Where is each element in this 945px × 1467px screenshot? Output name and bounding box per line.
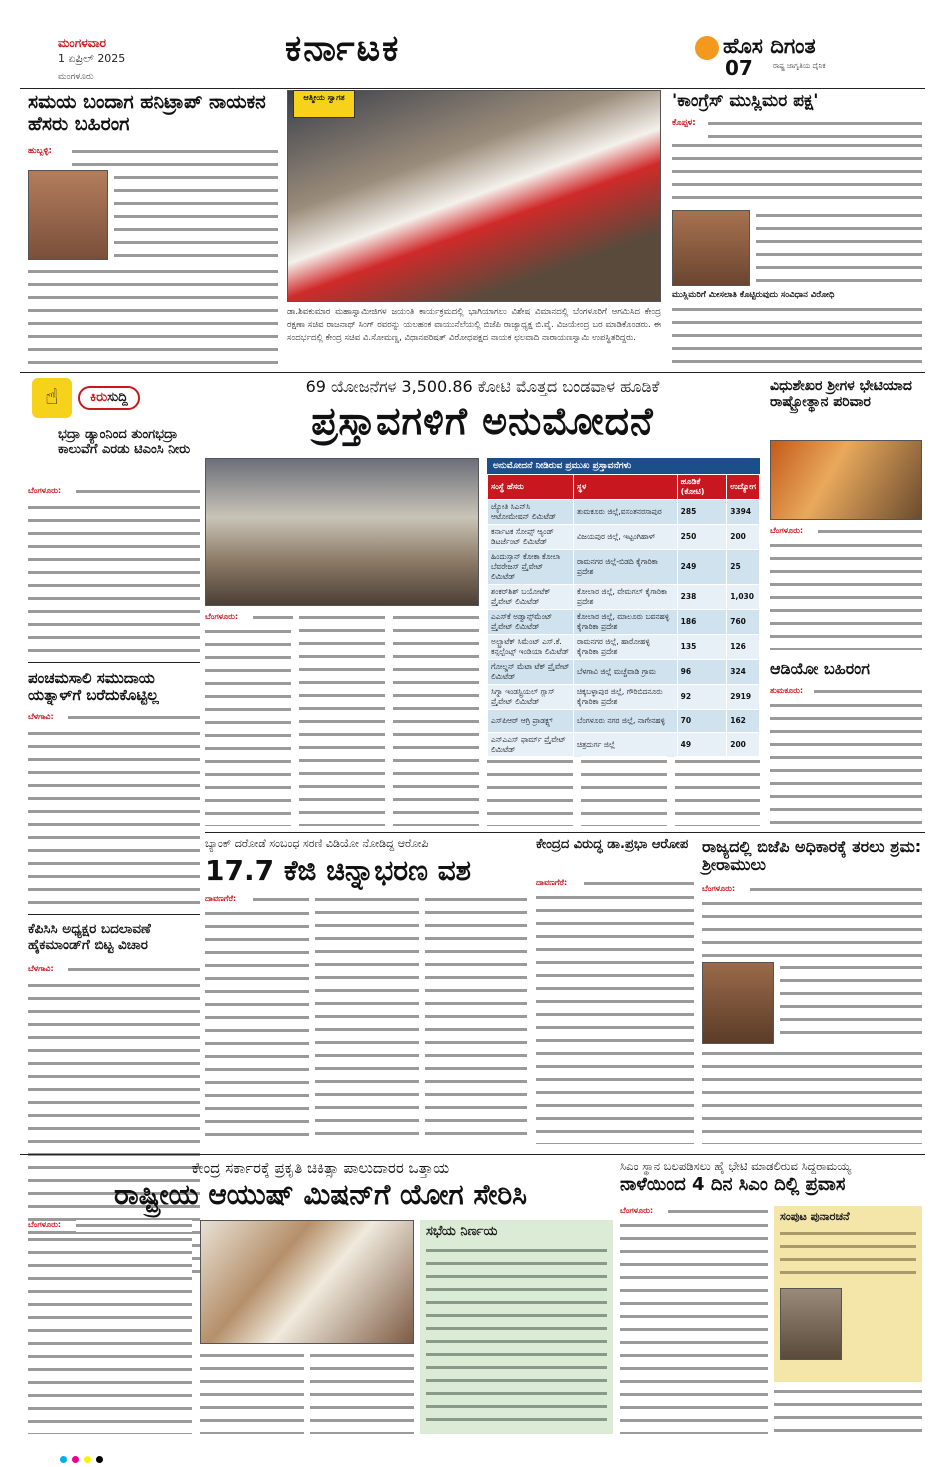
- body-text: [28, 728, 200, 904]
- headline: ಕೇಂದ್ರದ ವಿರುದ್ಧ ಡಾ.ಪ್ರಭಾ ಆರೋಪ: [536, 837, 689, 852]
- table-cell: 238: [677, 585, 727, 610]
- table-cell: ಅಲ್ಟ್ರಾಟೆಕ್ ಸಿಮೆಂಟ್ ಎಸ್.ಕೆ. ಕನ್ಸಲ್ಟೆಂಟ್ಸ್ ಇಂಡಿಯಾ ಲಿಮಿಟೆಡ್: [488, 635, 574, 660]
- kicker: ಬ್ಯಾಂಕ್ ದರೋಡೆ ಸಂಬಂಧ ಸರಣಿ ವಿಡಿಯೋ ನೋಡಿದ್ದ ಆರೋಪಿ: [205, 837, 429, 850]
- body-text: [299, 612, 385, 826]
- brief-headline: ಭದ್ರಾ ಡ್ಯಾಂನಿಂದ ತುಂಗಭದ್ರಾ ಕಾಲುವೆಗೆ ಎರಡು ಟಿಎಂಸಿ ನೀರು: [58, 427, 191, 457]
- story-honeytrap: [28, 92, 278, 367]
- table-cell: ಜ್ಯೋತಿ ಸಿಎನ್‌ಸಿ ಆಟೋಮೇಷನ್ ಲಿಮಿಟೆಡ್: [488, 500, 574, 525]
- finger-icon: ☝: [32, 378, 72, 418]
- headline: ಪ್ರಸ್ತಾವಗಳಿಗೆ ಅನುಮೋದನೆ: [311, 399, 654, 444]
- dateline: ದಾವಣಗೆರೆ:: [205, 894, 237, 903]
- meeting-photo: [205, 458, 479, 606]
- table-cell: ಬೆಂಗಳೂರು ನಗರ ಜಿಲ್ಲೆ, ನಾಗೇನಹಳ್ಳಿ: [573, 710, 677, 733]
- table-cell: ಎಎಸ್‌ಕೆ ಅಡ್ವಾನ್ಸ್‌ಮೆಂಟ್ ಪ್ರೈವೇಟ್ ಲಿಮಿಟೆಡ್: [488, 610, 574, 635]
- story-shivamogga: [770, 378, 922, 653]
- brief-item: [28, 428, 200, 658]
- body-text: [253, 612, 293, 624]
- dateline: ಬೆಂಗಳೂರು:: [205, 612, 239, 621]
- body-text: [750, 884, 922, 896]
- table-cell: ಗೋಲ್ಡನ್ ಮೆಟಾ ಟೆಕ್ ಪ್ರೈವೇಟ್ ಲಿಮಿಟೆಡ್: [488, 660, 574, 685]
- label-prefix: ಕಿರು: [90, 390, 108, 405]
- body-text: [818, 526, 922, 538]
- story-investment: [205, 378, 760, 828]
- cabinet-box: [774, 1206, 922, 1382]
- resolution-box: [420, 1220, 613, 1434]
- box-body: [780, 1228, 916, 1284]
- body-text: [770, 700, 922, 828]
- body-text: [672, 304, 922, 364]
- box-title: ಸಭೆಯ ನಿರ್ಣಯ: [426, 1224, 498, 1239]
- kicker: ಸಿಎಂ ಸ್ಥಾನ ಬಲಪಡಿಸಲು ಹೈ ಭೇಟಿ ಮಾಡಲಿರುವ ಸಿದ್ದರಾಮಯ್ಯ: [620, 1159, 852, 1173]
- table-cell: ಬೆಳಗಾವಿ ಜಿಲ್ಲೆ ಮಚ್ಚೆವಾಡಿ ಗ್ರಾಮ: [573, 660, 677, 685]
- table-cell: 96: [677, 660, 727, 685]
- brief-dateline: ಬೆಳಗಾವಿ:: [28, 712, 54, 721]
- brief-dateline: ಬೆಂಗಳೂರು:: [28, 486, 62, 495]
- headline: 'ಕಾಂಗ್ರೆಸ್ ಮುಸ್ಲಿಮರ ಪಕ್ಷ': [672, 91, 819, 111]
- table-cell: ಚಿತ್ರದುರ್ಗ ಜಿಲ್ಲೆ: [573, 733, 677, 758]
- body-text: [310, 1350, 414, 1434]
- table-cell: ಕೋಲಾರ ಜಿಲ್ಲೆ, ವೇಮಗಲ್ ಕೈಗಾರಿಕಾ ಪ್ರದೇಶ: [573, 585, 677, 610]
- table-body: [488, 500, 760, 758]
- event-photo: [200, 1220, 414, 1344]
- masthead-location: ಮಂಗಳೂರು: [58, 72, 94, 82]
- table-row: [488, 550, 760, 585]
- dateline: ಬೆಂಗಳೂರು:: [702, 884, 736, 893]
- table-row: [488, 733, 760, 758]
- page-number: 07: [725, 56, 753, 80]
- event-photo: [770, 440, 922, 520]
- table-cell: 250: [677, 525, 727, 550]
- table-cell: ಕೋಲಾರ ಜಿಲ್ಲೆ, ಮಾಲೂರು ಬವನಹಳ್ಳಿ ಕೈಗಾರಿಕಾ ಪ್ರದೇಶ: [573, 610, 677, 635]
- body-text: [68, 964, 200, 978]
- dateline: ಹುಬ್ಬಳ್ಳಿ:: [28, 146, 52, 156]
- dateline: ದಾವಣಗೆರೆ:: [536, 878, 568, 887]
- dateline: ಬೆಂಗಳೂರು:: [620, 1206, 654, 1215]
- table-cell: 200: [727, 733, 760, 758]
- headline: ಆಡಿಯೋ ಬಹಿರಂಗ: [770, 659, 870, 678]
- table-cell: 1,030: [727, 585, 760, 610]
- subhead: ಮುಸ್ಲಿಮರಿಗೆ ಮೀಸಲಾತಿ ಕೊಟ್ಟಿರುವುದು ಸಂವಿಧಾನ ವಿರೋಧಿ: [672, 290, 835, 300]
- table-cell: 2919: [727, 685, 760, 710]
- body-text: [200, 1350, 304, 1434]
- table-cell: 135: [677, 635, 727, 660]
- body-text: [393, 612, 479, 826]
- body-text: [581, 756, 667, 826]
- lamp-icon: [695, 36, 719, 60]
- table-cell: 92: [677, 685, 727, 710]
- story-sriramulu: [702, 838, 922, 1148]
- table-cell: 49: [677, 733, 727, 758]
- brief-item: [28, 670, 200, 910]
- table-row: [488, 710, 760, 733]
- body-text: [205, 626, 291, 826]
- story-congress: [672, 92, 922, 367]
- headline: ನಾಳೆಯಿಂದ 4 ದಿನ ಸಿಎಂ ದಿಲ್ಲಿ ಪ್ರವಾಸ: [620, 1174, 846, 1196]
- person-photo: [702, 962, 774, 1044]
- divider: [205, 832, 925, 833]
- body-text: [668, 1206, 768, 1218]
- approvals-table: [487, 474, 760, 758]
- table-cell: ರಾಮನಗರ ಜಿಲ್ಲೆ, ಹಾರೋಹಳ್ಳಿ ಕೈಗಾರಿಕಾ ಪ್ರದೇಶ: [573, 635, 677, 660]
- body-text: [675, 756, 760, 826]
- divider: [20, 1154, 925, 1155]
- table-cell: 285: [677, 500, 727, 525]
- photo-tag: [293, 90, 355, 118]
- approvals-table-box: [487, 458, 760, 754]
- masthead: [0, 0, 945, 90]
- table-cell: ಎನ್‌ಎಎಸ್ ಫಾರ್ಮ್ ಪ್ರೈವೇಟ್ ಲಿಮಿಟೆಡ್: [488, 733, 574, 758]
- table-cell: ಹಿಂದುಸ್ತಾನ್ ಕೋಕಾ ಕೋಲಾ ಬೆವರೇಜಸ್ ಪ್ರೈವೇಟ್ ಲಿಮಿಟೆಡ್: [488, 550, 574, 585]
- photo-tag-text: ಆತ್ಮೀಯ ಸ್ವಾಗತ: [303, 93, 345, 102]
- divider: [28, 662, 200, 663]
- table-cell: ರಾಮನಗರ ಜಿಲ್ಲೆ-ಬಿಡದಿ ಕೈಗಾರಿಕಾ ಪ್ರದೇಶ: [573, 550, 677, 585]
- headline: 17.7 ಕೆಜಿ ಚಿನ್ನಾಭರಣ ವಶ: [205, 853, 472, 887]
- divider: [20, 372, 925, 373]
- body-text: [770, 540, 922, 650]
- table-cell: ವಿಜಯಪುರ ಜಿಲ್ಲೆ, ಇಟ್ಟಂಗಿಹಾಳ್: [573, 525, 677, 550]
- kiru-suddi-badge: [28, 378, 196, 418]
- masthead-day: ಮಂಗಳವಾರ: [58, 36, 107, 50]
- body-text: [76, 1220, 192, 1232]
- table-row: [488, 610, 760, 635]
- body-text: [487, 756, 573, 826]
- box-title: ಸಂಪುಟ ಪುನಾರಚನೆ: [780, 1210, 850, 1223]
- story-yoga: [28, 1160, 613, 1440]
- table-cell: ಸಿಗ್ನಾ ಇಂಡಸ್ಟ್ರಿಯಲ್ ಗ್ಲಾಸ್ ಪ್ರೈವೇಟ್ ಲಿಮಿಟೆಡ್: [488, 685, 574, 710]
- body-text: [68, 712, 200, 726]
- body-text: [315, 894, 419, 1144]
- table-row: [488, 585, 760, 610]
- story-photo-main: [287, 90, 661, 370]
- table-cell: 249: [677, 550, 727, 585]
- table-cell: ಕರ್ನಾಟಕ ಸೋಪ್ಸ್ ಆ್ಯಂಡ್ ಡಿಟರ್ಜೆಂಟ್ ಲಿಮಿಟೆಡ್: [488, 525, 574, 550]
- table-cell: 200: [727, 525, 760, 550]
- story-audio: [770, 660, 922, 830]
- masthead-divider: [20, 88, 925, 89]
- body-text: [814, 686, 922, 698]
- table-cell: 25: [727, 550, 760, 585]
- body-text: [76, 486, 200, 500]
- table-title: ಅನುಮೋದನೆ ನೀಡಿರುವ ಪ್ರಮುಖ ಪ್ರಸ್ತಾವನೆಗಳು: [487, 458, 760, 474]
- dateline: ಕೊಪ್ಪಳ:: [672, 118, 696, 128]
- table-cell: ಎಸ್‌ಪಿಆರ್ ಆಗ್ರಿ ಪ್ರಾಡಕ್ಟ್ಸ್: [488, 710, 574, 733]
- table-cell: 324: [727, 660, 760, 685]
- box-body: [426, 1245, 607, 1425]
- table-cell: 126: [727, 635, 760, 660]
- body-text: [114, 172, 278, 260]
- masthead-date: 1 ಏಪ್ರಿಲ್ 2025: [58, 52, 126, 65]
- body-text: [672, 140, 922, 206]
- section-title: ಕರ್ನಾಟಕ: [285, 28, 401, 69]
- body-text: [205, 908, 309, 1144]
- kicker: 69 ಯೋಜನೆಗಳ 3,500.86 ಕೋಟಿ ಮೊತ್ತದ ಬಂಡವಾಳ ಹೂಡಿಕೆ: [305, 377, 660, 396]
- table-cell: 70: [677, 710, 727, 733]
- photo-caption: ಡಾ.ಶಿವಕುಮಾರ ಮಹಾಸ್ವಾಮೀಜಿಗಳ ಜಯಂತಿ ಕಾರ್ಯಕ್ರಮದಲ್ಲಿ ಭಾಗಿಯಾಗಲು ವಿಶೇಷ ವಿಮಾನದಲ್ಲಿ ಬೆಂಗಳೂರಿಗೆ ಆಗಮಿಸಿದ ಕೇಂದ್ರ ರಕ್ಷಣಾ ಸಚಿವ ರಾಜನಾಥ್ ಸಿಂಗ್ ರವರನ್ನು ಯಲಹಂಕ ವಾಯುನೆಲೆಯಲ್ಲಿ ಬಿಜೆಪಿ ರಾಜ್ಯಾಧ್ಯಕ್ಷ ಬಿ.ವೈ. ವಿಜಯೇಂದ್ರ ಬರ ಮಾಡಿಕೊಂಡರು. ಈ ಸಂದರ್ಭದಲ್ಲಿ ಕೇಂದ್ರ ಸಚಿವ ವಿ.ಸೋಮಣ್ಣ, ವಿಧಾನಪರಿಷತ್ ವಿರೋಧಪಕ್ಷದ ನಾಯಕ ಛಲವಾದಿ ನಾರಾಯಣಸ್ವಾಮಿ ಉಪಸ್ಥಿತರಿದ್ದರು.: [287, 307, 661, 343]
- table-row: [488, 500, 760, 525]
- table-cell: 760: [727, 610, 760, 635]
- story-cm: [620, 1160, 922, 1440]
- headline: ಸಮಯ ಬಂದಾಗ ಹನಿಟ್ರಾಪ್ ನಾಯಕನ ಹೆಸರು ಬಹಿರಂಗ: [28, 91, 266, 135]
- table-row: [488, 660, 760, 685]
- story-gold: [205, 838, 527, 1148]
- body-text: [620, 1220, 768, 1434]
- dateline: ಬೆಂಗಳೂರು:: [28, 1220, 62, 1229]
- dateline: ತುಮಕೂರು:: [770, 686, 804, 695]
- headline: ವಿಧುಶೇಖರ ಶ್ರೀಗಳ ಭೇಟಿಯಾದ ರಾಷ್ಟ್ರೋತ್ಥಾನ ಪರಿವಾರ: [770, 378, 912, 411]
- body-text: [708, 118, 922, 138]
- kicker: ಕೇಂದ್ರ ಸರ್ಕಾರಕ್ಕೆ ಪ್ರಕೃತಿ ಚಿಕಿತ್ಸಾ ಪಾಲುದಾರರ ಒತ್ತಾಯ: [191, 1159, 450, 1177]
- brand-tagline: ರಾಷ್ಟ್ರ ಜಾಗೃತಿಯ ದೈನಿಕ: [773, 62, 826, 70]
- body-text: [28, 1234, 192, 1434]
- body-text: [774, 1386, 922, 1434]
- person-photo: [28, 170, 108, 260]
- table-row: [488, 635, 760, 660]
- brief-headline: ಪಂಚಮಸಾಲಿ ಸಮುದಾಯ ಯತ್ನಾಳ್‌ಗೆ ಬರೆದುಕೊಟ್ಟಿಲ್ಲ: [28, 669, 159, 705]
- body-text: [536, 892, 694, 1144]
- table-cell: 3394: [727, 500, 760, 525]
- table-header: ಉದ್ಯೋಗ: [727, 475, 760, 500]
- body-text: [702, 898, 922, 958]
- body-text: [756, 210, 922, 286]
- body-text: [702, 1048, 922, 1144]
- story-prabha: [536, 838, 694, 1148]
- table-header-row: [488, 475, 760, 500]
- person-photo: [672, 210, 750, 286]
- brand-logo: [695, 34, 885, 80]
- body-text: [28, 266, 278, 366]
- table-cell: 162: [727, 710, 760, 733]
- dateline: ಬೆಂಗಳೂರು:: [770, 526, 804, 535]
- table-row: [488, 525, 760, 550]
- brief-headline: ಕೆಪಿಸಿಸಿ ಅಧ್ಯಕ್ಷರ ಬದಲಾವಣೆ ಹೈಕಮಾಂಡ್‌ಗೆ ಬಿಟ್ಟ ವಿಚಾರ: [28, 921, 151, 953]
- body-text: [780, 962, 922, 1044]
- brand-name: ಹೊಸ ದಿಗಂತ: [723, 34, 816, 58]
- divider: [28, 914, 200, 915]
- table-header: ಸ್ಥಳ: [573, 475, 677, 500]
- table-header: ಹೂಡಿಕೆ (ಕೋಟಿ): [677, 475, 727, 500]
- table-cell: ತುಮಕೂರು ಜಿಲ್ಲೆ,ವಸಂತನರಸಾಪುರ: [573, 500, 677, 525]
- cm-photo: [780, 1288, 842, 1360]
- body-text: [28, 502, 200, 658]
- main-photo: [287, 90, 661, 302]
- body-text: [253, 894, 309, 906]
- registration-marks: [60, 1448, 180, 1456]
- brief-dateline: ಬೆಳಗಾವಿ:: [28, 964, 54, 973]
- body-text: [584, 878, 694, 890]
- headline: ರಾಷ್ಟ್ರೀಯ ಆಯುಷ್ ಮಿಷನ್‌ಗೆ ಯೋಗ ಸೇರಿಸಿ: [113, 1178, 528, 1212]
- headline: ರಾಜ್ಯದಲ್ಲಿ ಬಿಜೆಪಿ ಅಧಿಕಾರಕ್ಕೆ ತರಲು ಶ್ರಮ: ಶ್ರೀರಾಮುಲು: [702, 837, 922, 875]
- table-header: ಸಂಸ್ಥೆ ಹೆಸರು: [488, 475, 574, 500]
- body-text: [72, 146, 278, 166]
- table-cell: ಶಂಕರ್‌ಶಿಶ್ ಬಯೋಟೆಕ್ ಪ್ರೈವೇಟ್ ಲಿಮಿಟೆಡ್: [488, 585, 574, 610]
- label-suffix: ಸುದ್ದಿ: [107, 390, 128, 405]
- table-cell: ಚಿಕ್ಕಬಳ್ಳಾಪುರ ಜಿಲ್ಲೆ, ಗೌರಿಬಿದನೂರು ಕೈಗಾರಿಕಾ ಪ್ರದೇಶ: [573, 685, 677, 710]
- body-text: [425, 894, 527, 1144]
- table-row: [488, 685, 760, 710]
- table-cell: 186: [677, 610, 727, 635]
- kiru-suddi-label: [78, 386, 140, 410]
